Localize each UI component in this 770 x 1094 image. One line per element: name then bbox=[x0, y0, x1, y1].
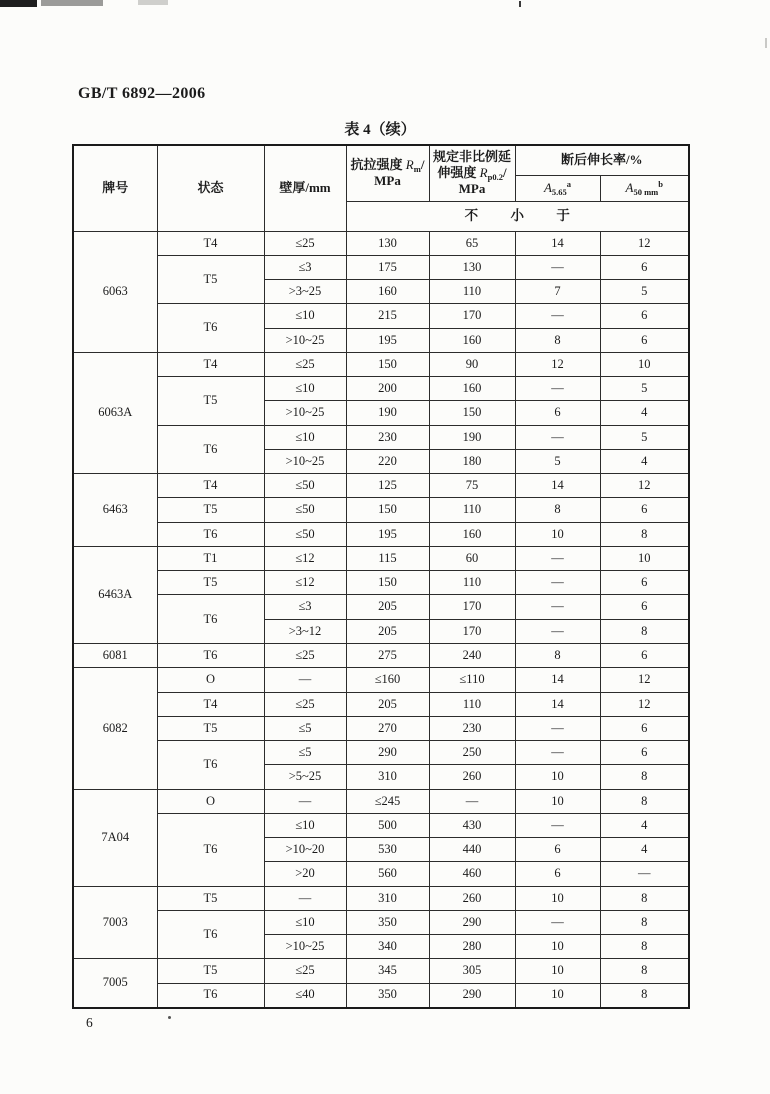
cell-proof: 60 bbox=[429, 546, 515, 570]
table-row bbox=[73, 813, 689, 837]
cell-proof: 305 bbox=[429, 959, 515, 983]
tensile-label: 抗拉强度 bbox=[350, 157, 406, 173]
cell-proof: 160 bbox=[429, 377, 515, 401]
scan-artifact-bar bbox=[0, 0, 37, 7]
cell-temper: T5 bbox=[157, 716, 264, 740]
cell-a50: 8 bbox=[600, 789, 689, 813]
table-row bbox=[73, 910, 689, 934]
cell-a50: 5 bbox=[600, 425, 689, 449]
cell-a50: 6 bbox=[600, 741, 689, 765]
cell-a50: 6 bbox=[600, 595, 689, 619]
not-less-than-label: 不小于 bbox=[464, 207, 603, 223]
cell-a565: 10 bbox=[515, 522, 600, 546]
cell-proof: 430 bbox=[429, 813, 515, 837]
cell-a565: — bbox=[515, 255, 600, 279]
cell-a565: 8 bbox=[515, 498, 600, 522]
a50-subscript: 50 mm bbox=[633, 187, 659, 198]
cell-temper: T6 bbox=[157, 522, 264, 546]
cell-a565: 14 bbox=[515, 474, 600, 498]
cell-thickness: ≤25 bbox=[264, 692, 346, 716]
cell-tensile: 190 bbox=[346, 401, 429, 425]
tensile-symbol: R bbox=[405, 157, 414, 173]
cell-a565: — bbox=[515, 425, 600, 449]
grade-column-header: 牌号 bbox=[73, 145, 157, 231]
cell-tensile: 350 bbox=[346, 910, 429, 934]
cell-proof: 75 bbox=[429, 474, 515, 498]
cell-a50: 6 bbox=[600, 716, 689, 740]
cell-a565: — bbox=[515, 910, 600, 934]
cell-a565: 10 bbox=[515, 765, 600, 789]
cell-thickness: ≤10 bbox=[264, 304, 346, 328]
tensile-strength-column-header bbox=[346, 145, 429, 201]
table-row bbox=[73, 692, 689, 716]
cell-temper: T4 bbox=[157, 352, 264, 376]
cell-a50: 10 bbox=[600, 352, 689, 376]
cell-temper: T4 bbox=[157, 474, 264, 498]
page-number: 6 bbox=[86, 1015, 93, 1030]
not-less-than-header bbox=[346, 201, 689, 231]
cell-temper: T6 bbox=[157, 595, 264, 644]
cell-proof: 160 bbox=[429, 522, 515, 546]
cell-tensile: 125 bbox=[346, 474, 429, 498]
cell-thickness: ≤25 bbox=[264, 644, 346, 668]
cell-tensile: ≤245 bbox=[346, 789, 429, 813]
cell-proof: 260 bbox=[429, 886, 515, 910]
cell-a50: — bbox=[600, 862, 689, 886]
cell-temper: T6 bbox=[157, 910, 264, 959]
cell-thickness: ≤5 bbox=[264, 716, 346, 740]
a50-footnote-mark: b bbox=[658, 179, 663, 190]
cell-tensile: 270 bbox=[346, 716, 429, 740]
cell-a50: 6 bbox=[600, 304, 689, 328]
cell-a50: 6 bbox=[600, 328, 689, 352]
cell-grade: 7A04 bbox=[73, 789, 157, 886]
cell-a50: 12 bbox=[600, 231, 689, 255]
cell-a50: 8 bbox=[600, 619, 689, 643]
cell-proof: 180 bbox=[429, 449, 515, 473]
tensile-slash: / bbox=[420, 157, 425, 173]
scan-artifact-smudge bbox=[41, 0, 103, 6]
cell-a50: 5 bbox=[600, 377, 689, 401]
properties-table bbox=[72, 144, 690, 1009]
cell-temper: T6 bbox=[157, 741, 264, 790]
proof-subscript: p0.2 bbox=[487, 172, 503, 183]
cell-temper: O bbox=[157, 668, 264, 692]
cell-tensile: 195 bbox=[346, 328, 429, 352]
cell-thickness: ≤12 bbox=[264, 571, 346, 595]
table-row bbox=[73, 425, 689, 449]
cell-thickness: — bbox=[264, 789, 346, 813]
cell-a565: — bbox=[515, 716, 600, 740]
cell-a50: 12 bbox=[600, 692, 689, 716]
a565-subscript: 5.65 bbox=[551, 187, 567, 198]
cell-tensile: 215 bbox=[346, 304, 429, 328]
cell-a50: 6 bbox=[600, 255, 689, 279]
cell-tensile: 560 bbox=[346, 862, 429, 886]
cell-a50: 8 bbox=[600, 959, 689, 983]
cell-temper: T5 bbox=[157, 571, 264, 595]
cell-a565: — bbox=[515, 377, 600, 401]
table-row bbox=[73, 231, 689, 255]
cell-temper: T5 bbox=[157, 255, 264, 304]
cell-thickness: ≤25 bbox=[264, 352, 346, 376]
cell-a565: 10 bbox=[515, 983, 600, 1007]
cell-a565: 10 bbox=[515, 959, 600, 983]
cell-temper: T6 bbox=[157, 983, 264, 1007]
cell-tensile: 310 bbox=[346, 765, 429, 789]
cell-proof: 460 bbox=[429, 862, 515, 886]
cell-grade: 6463 bbox=[73, 474, 157, 547]
cell-proof: ≤110 bbox=[429, 668, 515, 692]
cell-proof: 90 bbox=[429, 352, 515, 376]
cell-temper: T6 bbox=[157, 644, 264, 668]
cell-thickness: >10~25 bbox=[264, 401, 346, 425]
cell-thickness: ≤25 bbox=[264, 231, 346, 255]
cell-a565: 6 bbox=[515, 401, 600, 425]
cell-proof: 110 bbox=[429, 498, 515, 522]
table-caption: 表 4（续） bbox=[344, 122, 416, 138]
cell-proof: 230 bbox=[429, 716, 515, 740]
table-row bbox=[73, 716, 689, 740]
table-row bbox=[73, 668, 689, 692]
table-body bbox=[73, 231, 689, 1008]
cell-a565: — bbox=[515, 595, 600, 619]
cell-a565: 5 bbox=[515, 449, 600, 473]
cell-proof: 170 bbox=[429, 304, 515, 328]
scan-artifact-tick bbox=[519, 1, 521, 7]
cell-a565: 6 bbox=[515, 838, 600, 862]
table-row bbox=[73, 571, 689, 595]
cell-a50: 6 bbox=[600, 644, 689, 668]
table-row bbox=[73, 983, 689, 1007]
cell-proof: 160 bbox=[429, 328, 515, 352]
table-row bbox=[73, 474, 689, 498]
cell-proof: 290 bbox=[429, 983, 515, 1007]
cell-a565: — bbox=[515, 741, 600, 765]
table-row bbox=[73, 959, 689, 983]
cell-temper: T6 bbox=[157, 813, 264, 886]
cell-grade: 6063A bbox=[73, 352, 157, 473]
cell-tensile: 205 bbox=[346, 619, 429, 643]
proof-label-line2: 伸强度 bbox=[437, 165, 480, 181]
cell-tensile: 160 bbox=[346, 280, 429, 304]
cell-thickness: ≤50 bbox=[264, 498, 346, 522]
cell-a565: 14 bbox=[515, 668, 600, 692]
cell-thickness: ≤12 bbox=[264, 546, 346, 570]
cell-a50: 12 bbox=[600, 474, 689, 498]
table-row bbox=[73, 546, 689, 570]
cell-a50: 8 bbox=[600, 765, 689, 789]
cell-tensile: 220 bbox=[346, 449, 429, 473]
cell-thickness: >3~12 bbox=[264, 619, 346, 643]
cell-a565: — bbox=[515, 546, 600, 570]
cell-a565: 10 bbox=[515, 886, 600, 910]
cell-proof: 240 bbox=[429, 644, 515, 668]
cell-thickness: >10~25 bbox=[264, 935, 346, 959]
cell-a565: 12 bbox=[515, 352, 600, 376]
a565-footnote-mark: a bbox=[566, 179, 572, 190]
cell-thickness: ≤25 bbox=[264, 959, 346, 983]
cell-a50: 8 bbox=[600, 910, 689, 934]
cell-a565: 10 bbox=[515, 935, 600, 959]
cell-tensile: 150 bbox=[346, 498, 429, 522]
cell-tensile: 350 bbox=[346, 983, 429, 1007]
cell-temper: T6 bbox=[157, 304, 264, 353]
cell-a565: — bbox=[515, 813, 600, 837]
scan-artifact-speck bbox=[765, 38, 767, 48]
cell-tensile: ≤160 bbox=[346, 668, 429, 692]
cell-temper: T5 bbox=[157, 377, 264, 426]
table-row bbox=[73, 498, 689, 522]
cell-grade: 7005 bbox=[73, 959, 157, 1008]
cell-a565: 14 bbox=[515, 231, 600, 255]
cell-grade: 6063 bbox=[73, 231, 157, 352]
cell-a565: 7 bbox=[515, 280, 600, 304]
cell-proof: 110 bbox=[429, 692, 515, 716]
cell-tensile: 150 bbox=[346, 571, 429, 595]
cell-temper: T6 bbox=[157, 425, 264, 474]
table-row bbox=[73, 741, 689, 765]
cell-proof: 260 bbox=[429, 765, 515, 789]
table-row bbox=[73, 644, 689, 668]
proof-slash: / bbox=[502, 165, 507, 181]
proof-strength-column-header bbox=[429, 145, 515, 201]
cell-tensile: 200 bbox=[346, 377, 429, 401]
cell-a50: 8 bbox=[600, 983, 689, 1007]
cell-tensile: 530 bbox=[346, 838, 429, 862]
a565-symbol: A bbox=[543, 180, 552, 196]
proof-symbol: R bbox=[479, 165, 488, 181]
cell-thickness: ≤50 bbox=[264, 474, 346, 498]
elongation-group-header: 断后伸长率/% bbox=[515, 145, 689, 175]
cell-a565: 10 bbox=[515, 789, 600, 813]
cell-thickness: ≤10 bbox=[264, 377, 346, 401]
cell-tensile: 130 bbox=[346, 231, 429, 255]
cell-thickness: >10~20 bbox=[264, 838, 346, 862]
cell-proof: 170 bbox=[429, 619, 515, 643]
cell-a565: 6 bbox=[515, 862, 600, 886]
cell-thickness: — bbox=[264, 886, 346, 910]
cell-thickness: ≤3 bbox=[264, 255, 346, 279]
cell-a565: 8 bbox=[515, 328, 600, 352]
cell-a50: 4 bbox=[600, 813, 689, 837]
cell-a50: 6 bbox=[600, 571, 689, 595]
cell-thickness: >5~25 bbox=[264, 765, 346, 789]
cell-tensile: 175 bbox=[346, 255, 429, 279]
cell-proof: 130 bbox=[429, 255, 515, 279]
cell-proof: 290 bbox=[429, 910, 515, 934]
cell-grade: 7003 bbox=[73, 886, 157, 959]
proof-label-line1: 规定非比例延 bbox=[432, 149, 511, 165]
cell-temper: T5 bbox=[157, 959, 264, 983]
cell-tensile: 340 bbox=[346, 935, 429, 959]
cell-proof: 150 bbox=[429, 401, 515, 425]
cell-a565: 14 bbox=[515, 692, 600, 716]
cell-thickness: >10~25 bbox=[264, 449, 346, 473]
cell-proof: 440 bbox=[429, 838, 515, 862]
cell-thickness: ≤3 bbox=[264, 595, 346, 619]
cell-proof: 110 bbox=[429, 280, 515, 304]
cell-temper: T4 bbox=[157, 231, 264, 255]
cell-a50: 12 bbox=[600, 668, 689, 692]
cell-grade: 6081 bbox=[73, 644, 157, 668]
header-row-1 bbox=[73, 145, 689, 175]
cell-a50: 8 bbox=[600, 935, 689, 959]
cell-proof: 65 bbox=[429, 231, 515, 255]
table-row bbox=[73, 522, 689, 546]
cell-thickness: ≤10 bbox=[264, 910, 346, 934]
cell-a50: 5 bbox=[600, 280, 689, 304]
temper-column-header: 状态 bbox=[157, 145, 264, 231]
cell-thickness: — bbox=[264, 668, 346, 692]
cell-a50: 6 bbox=[600, 498, 689, 522]
cell-tensile: 195 bbox=[346, 522, 429, 546]
cell-temper: T5 bbox=[157, 498, 264, 522]
cell-tensile: 275 bbox=[346, 644, 429, 668]
cell-a565: 8 bbox=[515, 644, 600, 668]
cell-a565: — bbox=[515, 619, 600, 643]
tensile-subscript: m bbox=[413, 164, 421, 175]
cell-a50: 8 bbox=[600, 522, 689, 546]
cell-tensile: 115 bbox=[346, 546, 429, 570]
proof-unit: MPa bbox=[458, 181, 486, 197]
cell-proof: 280 bbox=[429, 935, 515, 959]
cell-a50: 10 bbox=[600, 546, 689, 570]
cell-proof: 250 bbox=[429, 741, 515, 765]
cell-thickness: >3~25 bbox=[264, 280, 346, 304]
cell-thickness: ≤10 bbox=[264, 425, 346, 449]
table-row bbox=[73, 352, 689, 376]
cell-proof: — bbox=[429, 789, 515, 813]
thickness-column-header: 壁厚/mm bbox=[264, 145, 346, 231]
cell-tensile: 205 bbox=[346, 595, 429, 619]
table-row bbox=[73, 377, 689, 401]
cell-temper: T1 bbox=[157, 546, 264, 570]
cell-proof: 170 bbox=[429, 595, 515, 619]
cell-tensile: 345 bbox=[346, 959, 429, 983]
table-row bbox=[73, 886, 689, 910]
table-row bbox=[73, 789, 689, 813]
cell-proof: 110 bbox=[429, 571, 515, 595]
cell-a565: — bbox=[515, 571, 600, 595]
table-header bbox=[73, 145, 689, 231]
a50-symbol: A bbox=[625, 180, 634, 196]
table-row bbox=[73, 595, 689, 619]
a50-column-header bbox=[600, 175, 689, 201]
table-row bbox=[73, 304, 689, 328]
cell-tensile: 150 bbox=[346, 352, 429, 376]
cell-tensile: 310 bbox=[346, 886, 429, 910]
cell-thickness: >10~25 bbox=[264, 328, 346, 352]
tensile-unit: MPa bbox=[374, 173, 401, 189]
cell-thickness: ≤40 bbox=[264, 983, 346, 1007]
cell-grade: 6082 bbox=[73, 668, 157, 789]
a565-column-header bbox=[515, 175, 600, 201]
cell-thickness: ≤5 bbox=[264, 741, 346, 765]
cell-a50: 4 bbox=[600, 449, 689, 473]
table-row bbox=[73, 255, 689, 279]
cell-tensile: 500 bbox=[346, 813, 429, 837]
cell-tensile: 290 bbox=[346, 741, 429, 765]
cell-thickness: ≤10 bbox=[264, 813, 346, 837]
scan-artifact-dot bbox=[168, 1016, 171, 1019]
cell-thickness: >20 bbox=[264, 862, 346, 886]
cell-a50: 4 bbox=[600, 401, 689, 425]
cell-a50: 8 bbox=[600, 886, 689, 910]
scan-artifact-smudge bbox=[138, 0, 168, 5]
cell-temper: T5 bbox=[157, 886, 264, 910]
cell-tensile: 205 bbox=[346, 692, 429, 716]
cell-thickness: ≤50 bbox=[264, 522, 346, 546]
cell-proof: 190 bbox=[429, 425, 515, 449]
standard-code: GB/T 6892—2006 bbox=[78, 85, 206, 102]
cell-temper: T4 bbox=[157, 692, 264, 716]
cell-tensile: 230 bbox=[346, 425, 429, 449]
cell-a50: 4 bbox=[600, 838, 689, 862]
cell-a565: — bbox=[515, 304, 600, 328]
cell-temper: O bbox=[157, 789, 264, 813]
cell-grade: 6463A bbox=[73, 546, 157, 643]
